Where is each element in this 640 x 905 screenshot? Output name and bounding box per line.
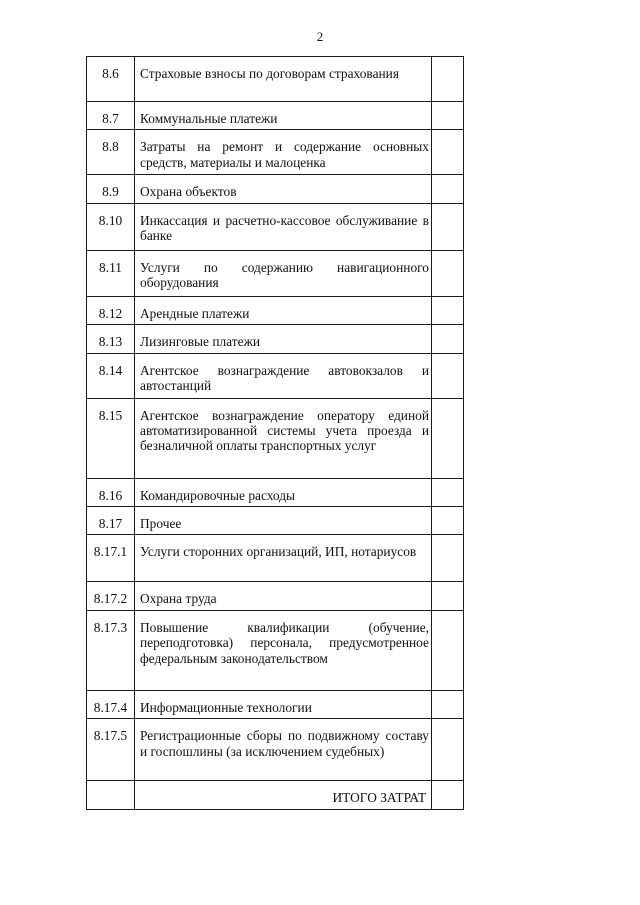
table-row xyxy=(87,507,464,535)
table-row xyxy=(87,175,464,203)
item-value-cell xyxy=(432,250,464,296)
item-number: 8.17.2 xyxy=(87,582,135,610)
table-row xyxy=(87,398,464,478)
item-name: Прочее xyxy=(135,507,432,535)
item-number: 8.13 xyxy=(87,325,135,353)
item-value-cell xyxy=(432,582,464,610)
total-value-cell xyxy=(432,781,464,809)
item-number: 8.14 xyxy=(87,353,135,398)
total-row xyxy=(87,781,464,809)
item-name: Охрана труда xyxy=(135,582,432,610)
item-number: 8.17.1 xyxy=(87,535,135,582)
total-label: ИТОГО ЗАТРАТ xyxy=(135,781,432,809)
table-row xyxy=(87,130,464,175)
item-name: Лизинговые платежи xyxy=(135,325,432,353)
total-row-number xyxy=(87,781,135,809)
item-value-cell xyxy=(432,102,464,130)
item-value-cell xyxy=(432,130,464,175)
item-name: Затраты на ремонт и содержание основных средств, материалы и малоценка xyxy=(135,130,432,175)
table-row xyxy=(87,102,464,130)
cost-table xyxy=(86,56,464,810)
item-number: 8.12 xyxy=(87,296,135,324)
item-value-cell xyxy=(432,57,464,102)
table-row xyxy=(87,535,464,582)
item-name: Регистрационные сборы по подвижному составу и госпошлины (за исключением судебных) xyxy=(135,719,432,781)
item-number: 8.11 xyxy=(87,250,135,296)
item-name: Агентское вознаграждение автовокзалов и автостанций xyxy=(135,353,432,398)
item-name: Охрана объектов xyxy=(135,175,432,203)
item-number: 8.6 xyxy=(87,57,135,102)
item-number: 8.17.3 xyxy=(87,610,135,690)
item-value-cell xyxy=(432,175,464,203)
item-number: 8.8 xyxy=(87,130,135,175)
item-value-cell xyxy=(432,719,464,781)
item-name: Услуги сторонних организаций, ИП, нотариусов xyxy=(135,535,432,582)
item-value-cell xyxy=(432,353,464,398)
item-value-cell xyxy=(432,690,464,718)
item-value-cell xyxy=(432,535,464,582)
table-row xyxy=(87,57,464,102)
table-row xyxy=(87,353,464,398)
item-value-cell xyxy=(432,325,464,353)
item-number: 8.17.4 xyxy=(87,690,135,718)
table-row xyxy=(87,690,464,718)
page-number: 2 xyxy=(316,29,324,44)
item-number: 8.7 xyxy=(87,102,135,130)
item-number: 8.10 xyxy=(87,203,135,250)
item-name: Услуги по содержанию навигационного оборудования xyxy=(135,250,432,296)
item-number: 8.9 xyxy=(87,175,135,203)
item-value-cell xyxy=(432,478,464,506)
item-number: 8.16 xyxy=(87,478,135,506)
table-row xyxy=(87,582,464,610)
item-name: Командировочные расходы xyxy=(135,478,432,506)
item-value-cell xyxy=(432,203,464,250)
table-row xyxy=(87,325,464,353)
item-number: 8.15 xyxy=(87,398,135,478)
item-name: Коммунальные платежи xyxy=(135,102,432,130)
item-number: 8.17 xyxy=(87,507,135,535)
table-row xyxy=(87,203,464,250)
table-row xyxy=(87,719,464,781)
table-row xyxy=(87,478,464,506)
cost-table-body xyxy=(87,57,464,810)
item-name: Агентское вознаграждение оператору единой автоматизированной системы учета проезда и безналичной оплаты транспортных услуг xyxy=(135,398,432,478)
item-name: Повышение квалификации (обучение, переподготовка) персонала, предусмотренное федеральным законодательством xyxy=(135,610,432,690)
table-row xyxy=(87,610,464,690)
item-value-cell xyxy=(432,296,464,324)
item-name: Арендные платежи xyxy=(135,296,432,324)
item-name: Информационные технологии xyxy=(135,690,432,718)
item-value-cell xyxy=(432,507,464,535)
item-value-cell xyxy=(432,398,464,478)
table-row xyxy=(87,250,464,296)
item-value-cell xyxy=(432,610,464,690)
item-name: Страховые взносы по договорам страхования xyxy=(135,57,432,102)
item-name: Инкассация и расчетно-кассовое обслуживание в банке xyxy=(135,203,432,250)
table-row xyxy=(87,296,464,324)
item-number: 8.17.5 xyxy=(87,719,135,781)
